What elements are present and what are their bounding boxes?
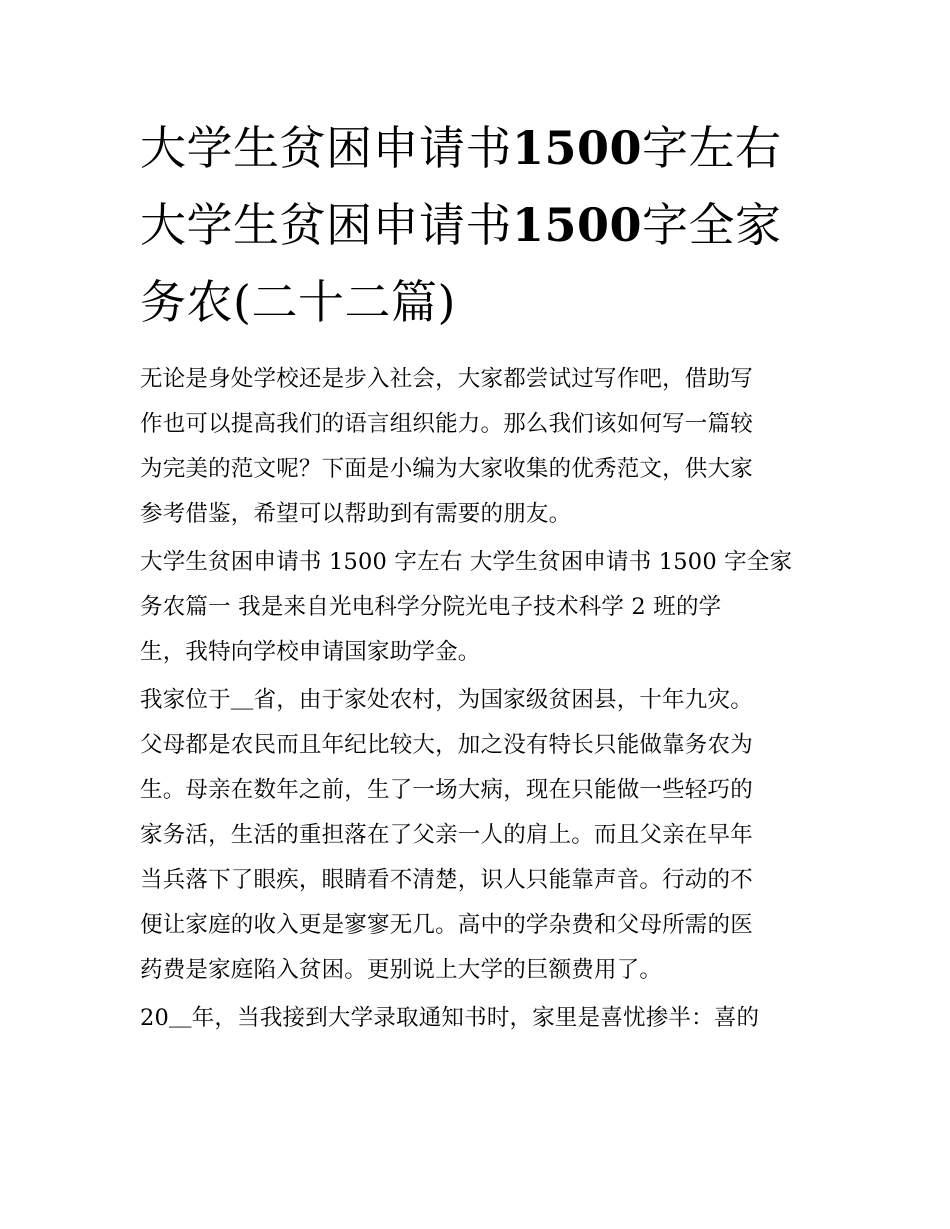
text-line: 当兵落下了眼疾，眼睛看不清楚，识人只能靠声音。行动的不 [140, 867, 753, 893]
family-paragraph [140, 678, 830, 993]
text-line: 父母都是农民而且年纪比较大，加之没有特长只能做靠务农为 [140, 732, 753, 758]
title-line: 大学生贫困申请书1500字全家 [140, 198, 782, 252]
admission-paragraph [140, 996, 830, 1041]
text-line: 生。母亲在数年之前，生了一场大病，现在只能做一些轻巧的 [140, 777, 753, 803]
intro-paragraph [140, 357, 830, 537]
text-line: 作也可以提高我们的语言组织能力。那么我们该如何写一篇较 [140, 411, 753, 437]
text-line: 20＿年，当我接到大学录取通知书时，家里是喜忧掺半：喜的 [140, 1005, 760, 1031]
document-title [140, 110, 830, 341]
text-line: 便让家庭的收入更是寥寥无几。高中的学杂费和父母所需的医 [140, 912, 753, 938]
text-line: 生，我特向学校申请国家助学金。 [140, 639, 481, 665]
text-line: 务农篇一 我是来自光电科学分院光电子技术科学 2 班的学 [140, 594, 722, 620]
text-line: 大学生贫困申请书 1500 字左右 大学生贫困申请书 1500 字全家 [140, 549, 793, 575]
text-line: 无论是身处学校还是步入社会，大家都尝试过写作吧，借助写 [140, 366, 753, 392]
title-line: 务农(二十二篇) [140, 275, 456, 329]
title-line: 大学生贫困申请书1500字左右 [140, 121, 782, 175]
document-body [140, 357, 830, 1044]
text-line: 家务活，生活的重担落在了父亲一人的肩上。而且父亲在早年 [140, 822, 753, 848]
text-line: 参考借鉴，希望可以帮助到有需要的朋友。 [140, 501, 572, 527]
text-line: 我家位于＿省，由于家处农村，为国家级贫困县，十年九灾。 [140, 687, 753, 713]
section-heading-paragraph [140, 540, 830, 675]
text-line: 为完美的范文呢？下面是小编为大家收集的优秀范文，供大家 [140, 456, 753, 482]
text-line: 药费是家庭陷入贫困。更别说上大学的巨额费用了。 [140, 957, 663, 983]
